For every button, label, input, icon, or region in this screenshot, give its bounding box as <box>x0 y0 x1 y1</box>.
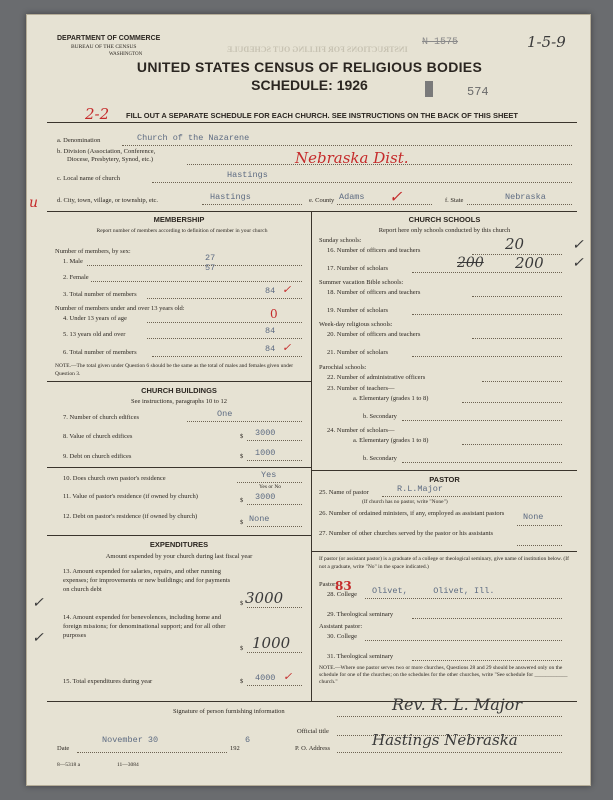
schedule-year: SCHEDULE: 1926 <box>251 77 368 93</box>
q16-check: ✓ <box>572 238 584 253</box>
q9-line <box>247 460 302 461</box>
q14-dollar: $ <box>240 645 244 652</box>
buildings-rule <box>47 535 311 536</box>
q8-line <box>247 440 302 441</box>
q12-label: 12. Debt on pastor's residence (if owned by church) <box>63 513 198 520</box>
state-value: Nebraska <box>505 192 546 202</box>
q23a-line <box>462 402 562 403</box>
q25-value: R.L.Major <box>397 484 443 494</box>
q27-label: 27. Number of other churches served by the pastor or his assistants <box>319 530 494 537</box>
q24b-line <box>402 462 562 463</box>
county-line <box>337 204 432 205</box>
address-value: Hastings Nebraska <box>372 731 518 749</box>
q16-label: 16. Number of officers and teachers <box>327 247 421 254</box>
denomination-value: Church of the Nazarene <box>137 133 250 143</box>
address-label: P. O. Address <box>295 745 331 752</box>
q17-label: 17. Number of scholars <box>327 265 389 272</box>
q1-label: 1. Male <box>63 258 83 265</box>
q6-line <box>152 356 302 357</box>
q12-value: None <box>249 514 270 524</box>
schools-rule <box>311 470 577 471</box>
q24a-label: a. Elementary (grades 1 to 8) <box>353 437 429 444</box>
q5-label: 5. 13 years old and over <box>63 331 126 338</box>
q10-hint: Yes or No <box>259 484 282 490</box>
center-divider <box>311 211 312 701</box>
q8-value: 3000 <box>255 428 276 438</box>
local-name-value: Hastings <box>227 170 268 180</box>
q23b-label: b. Secondary <box>363 413 397 420</box>
local-name-line <box>152 182 572 183</box>
q17-check: ✓ <box>572 256 584 271</box>
q28-mark: 83 <box>335 579 352 593</box>
division-value: Nebraska Dist. <box>295 149 409 167</box>
denomination-line <box>122 145 572 146</box>
q7-label: 7. Number of church edifices <box>63 414 139 421</box>
print-code: 11—3084 <box>117 762 139 768</box>
membership-intro: Report number of members according to definition of member in your church <box>96 228 268 234</box>
q13-dollar: $ <box>240 600 244 607</box>
q25-line <box>382 496 562 497</box>
buildings-sub: See instructions, paragraphs 10 to 12 <box>130 398 228 405</box>
q8-dollar: $ <box>240 433 244 440</box>
punch-mark <box>425 81 433 97</box>
q7-value: One <box>217 409 233 419</box>
q21-label: 21. Number of scholars <box>327 349 389 356</box>
local-name-label: c. Local name of church <box>57 175 120 182</box>
q17-value: 200 <box>515 254 544 272</box>
q22-line <box>482 381 562 382</box>
denomination-label: a. Denomination <box>57 137 101 144</box>
year-prefix: 192 <box>230 745 240 752</box>
q2-value-upper: 57 <box>205 263 216 273</box>
state-label: f. State <box>445 197 464 204</box>
q20-line <box>472 338 562 339</box>
membership-title: MEMBERSHIP <box>153 215 205 224</box>
pastor-title: PASTOR <box>429 475 460 484</box>
q19-line <box>412 314 562 315</box>
q11-dollar: $ <box>240 497 244 504</box>
expenditures-sub: Amount expended by your church during last fiscal year <box>105 553 253 560</box>
q9-dollar: $ <box>240 453 244 460</box>
sunday-schools: Sunday schools: <box>319 237 362 244</box>
q23b-line <box>402 420 562 421</box>
pastor-rule <box>311 551 577 552</box>
q3-line <box>147 298 302 299</box>
q15-dollar: $ <box>240 678 244 685</box>
q28-label: 28. College <box>327 591 357 598</box>
year-digit: 6 <box>245 735 251 745</box>
under-over-13: Number of members under and over 13 years old: <box>55 305 185 312</box>
q10-value: Yes <box>261 470 277 480</box>
q3-label: 3. Total number of members <box>63 291 137 298</box>
bureau-name: BUREAU OF THE CENSUS <box>71 44 137 50</box>
q18-line <box>472 296 562 297</box>
q6-label: 6. Total number of members <box>63 349 137 356</box>
q28-line <box>365 598 562 599</box>
q2-line <box>91 281 302 282</box>
parochial-schools: Parochial schools: <box>319 364 367 371</box>
margin-mark: u <box>29 195 39 211</box>
members-by-sex: Number of members, by sex: <box>55 248 131 255</box>
date-line <box>77 752 227 753</box>
struck-number: N 1575 <box>422 37 459 48</box>
bleed-through-text: INSTRUCTIONS FOR FILLING OUT SCHEDULE <box>227 45 408 54</box>
q30-line <box>365 640 562 641</box>
dept-name: DEPARTMENT OF COMMERCE <box>57 35 161 42</box>
q6-value: 84 <box>265 344 276 354</box>
q21-line <box>412 356 562 357</box>
county-value: Adams <box>339 192 365 202</box>
q5-line <box>147 338 302 339</box>
header-rule <box>47 122 577 123</box>
q28-value: Olivet, Olivet, Ill. <box>372 586 495 596</box>
q3-check: ✓ <box>282 283 292 296</box>
q10-label: 10. Does church own pastor's residence <box>63 475 166 482</box>
pastor-note: NOTE.—Where one pastor serves two or more churches, Questions 28 and 29 should be answered only on the schedule for one of the churches; on the schedules for the other churches, write "See schedule for ____________ church." <box>319 665 568 685</box>
city-line <box>202 204 302 205</box>
division-label-1: b. Division (Association, Conference, <box>57 148 156 155</box>
address-line <box>337 752 562 753</box>
q2-label: 2. Female <box>63 274 89 281</box>
q16-value: 20 <box>505 235 525 253</box>
q23-label: 23. Number of teachers— <box>327 385 395 392</box>
weekday-schools: Week-day religious schools: <box>319 321 393 328</box>
q6-check: ✓ <box>282 341 292 354</box>
q8-label: 8. Value of church edifices <box>63 433 133 440</box>
q14-value: 1000 <box>252 634 291 652</box>
buildings-title: CHURCH BUILDINGS <box>141 386 217 395</box>
bureau-city: WASHINGTON <box>109 52 143 57</box>
stamp-number: 574 <box>467 85 489 99</box>
q25-label: 25. Name of pastor <box>319 489 369 496</box>
q29-label: 29. Theological seminary <box>327 611 394 618</box>
q4-label: 4. Under 13 years of age <box>63 315 127 322</box>
division-label-2: Diocese, Presbytery, Synod, etc.) <box>67 156 154 163</box>
q11-label: 11. Value of pastor's residence (if owned by church) <box>63 493 198 500</box>
q14-line <box>247 652 302 653</box>
assistant-label: Assistant pastor: <box>319 623 363 630</box>
q11-value: 3000 <box>255 492 276 502</box>
form-code: 8—5318 a <box>57 762 81 768</box>
q14-label: 14. Amount expended for benevolences, including home and foreign missions; for denominational support; and for all other purposes <box>63 614 226 639</box>
official-title-label: Official title <box>297 728 329 735</box>
q27-line <box>517 545 562 546</box>
q9-value: 1000 <box>255 448 276 458</box>
q24a-line <box>462 444 562 445</box>
membership-rule <box>47 381 311 382</box>
q5-value: 84 <box>265 326 276 336</box>
q7-line <box>187 421 302 422</box>
q1-value: 27 <box>205 253 216 263</box>
debt-rule <box>47 467 311 468</box>
q20-label: 20. Number of officers and teachers <box>327 331 421 338</box>
date-label: Date <box>57 745 70 752</box>
city-value: Hastings <box>210 192 251 202</box>
q30-label: 30. College <box>327 633 357 640</box>
expenditures-title: EXPENDITURES <box>149 540 209 549</box>
summer-schools: Summer vacation Bible schools: <box>319 279 404 286</box>
q23a-label: a. Elementary (grades 1 to 8) <box>353 395 429 402</box>
pastor-sub-label: Pastor: <box>319 581 338 588</box>
q15-line <box>247 685 302 686</box>
q4-line <box>147 322 302 323</box>
q3-value: 84 <box>265 286 276 296</box>
q10-line <box>237 482 302 483</box>
grid-top-rule <box>47 211 577 212</box>
q13-line <box>247 607 302 608</box>
q18-label: 18. Number of officers and teachers <box>327 289 421 296</box>
q19-label: 19. Number of scholars <box>327 307 389 314</box>
form-title: UNITED STATES CENSUS OF RELIGIOUS BODIES <box>136 59 483 75</box>
county-check: ✓ <box>389 187 403 206</box>
signature-label: Signature of person furnishing information <box>173 708 285 715</box>
q26-label: 26. Number of ordained ministers, if any, employed as assistant pastors <box>319 510 505 517</box>
graduate-note: If pastor (or assistant pastor) is a graduate of a college or theological seminary, give name of institution below. (If not a graduate, write "No" in the space indicated.) <box>319 556 569 570</box>
handwritten-date: 1-5-9 <box>527 33 566 51</box>
q26-line <box>517 525 562 526</box>
q24b-label: b. Secondary <box>363 455 397 462</box>
q29-line <box>412 618 562 619</box>
q9-label: 9. Debt on church edifices <box>63 453 132 460</box>
state-line <box>467 204 572 205</box>
q13-label: 13. Amount expended for salaries, repairs, and other running expenses; for improvements or new buildings; and for payments on church debt <box>63 568 231 593</box>
q13-value: 3000 <box>245 589 284 607</box>
q17-line <box>412 272 562 273</box>
q31-line <box>412 660 562 661</box>
signature-line <box>337 716 562 717</box>
q14-check: ✓ <box>32 631 44 646</box>
q11-line <box>247 504 302 505</box>
q15-label: 15. Total expenditures during year <box>63 678 153 685</box>
signature: Rev. R. L. Major <box>392 695 523 714</box>
q31-label: 31. Theological seminary <box>327 653 394 660</box>
q12-line <box>247 526 302 527</box>
county-label: e. County <box>309 197 335 204</box>
q13-check: ✓ <box>32 596 44 611</box>
q24-label: 24. Number of scholars— <box>327 427 395 434</box>
q15-value: 4000 <box>255 673 276 683</box>
q1-line <box>87 265 302 266</box>
date-value: November 30 <box>102 735 159 745</box>
schools-title: CHURCH SCHOOLS <box>408 215 481 224</box>
membership-note: NOTE.—The total given under Question 6 should be the same as the total of males and females given under Question 3. <box>55 363 294 377</box>
q25-hint: (If church has no pastor, write "None") <box>362 499 448 505</box>
q26-value: None <box>523 512 544 522</box>
schools-sub: Report here only schools conducted by this church <box>378 227 511 234</box>
q22-label: 22. Number of administrative officers <box>327 374 426 381</box>
city-label: d. City, town, village, or township, etc. <box>57 197 159 204</box>
census-schedule-page <box>26 14 591 786</box>
q12-dollar: $ <box>240 519 244 526</box>
instructions-line: FILL OUT A SEPARATE SCHEDULE FOR EACH CHURCH. SEE INSTRUCTIONS ON THE BACK OF THIS SHEET <box>126 111 518 120</box>
handwritten-page-number: 2-2 <box>85 105 110 123</box>
q17-struck-value: 200 <box>457 255 484 271</box>
q4-value: 0 <box>270 307 278 321</box>
q15-check: ✓ <box>283 670 293 683</box>
